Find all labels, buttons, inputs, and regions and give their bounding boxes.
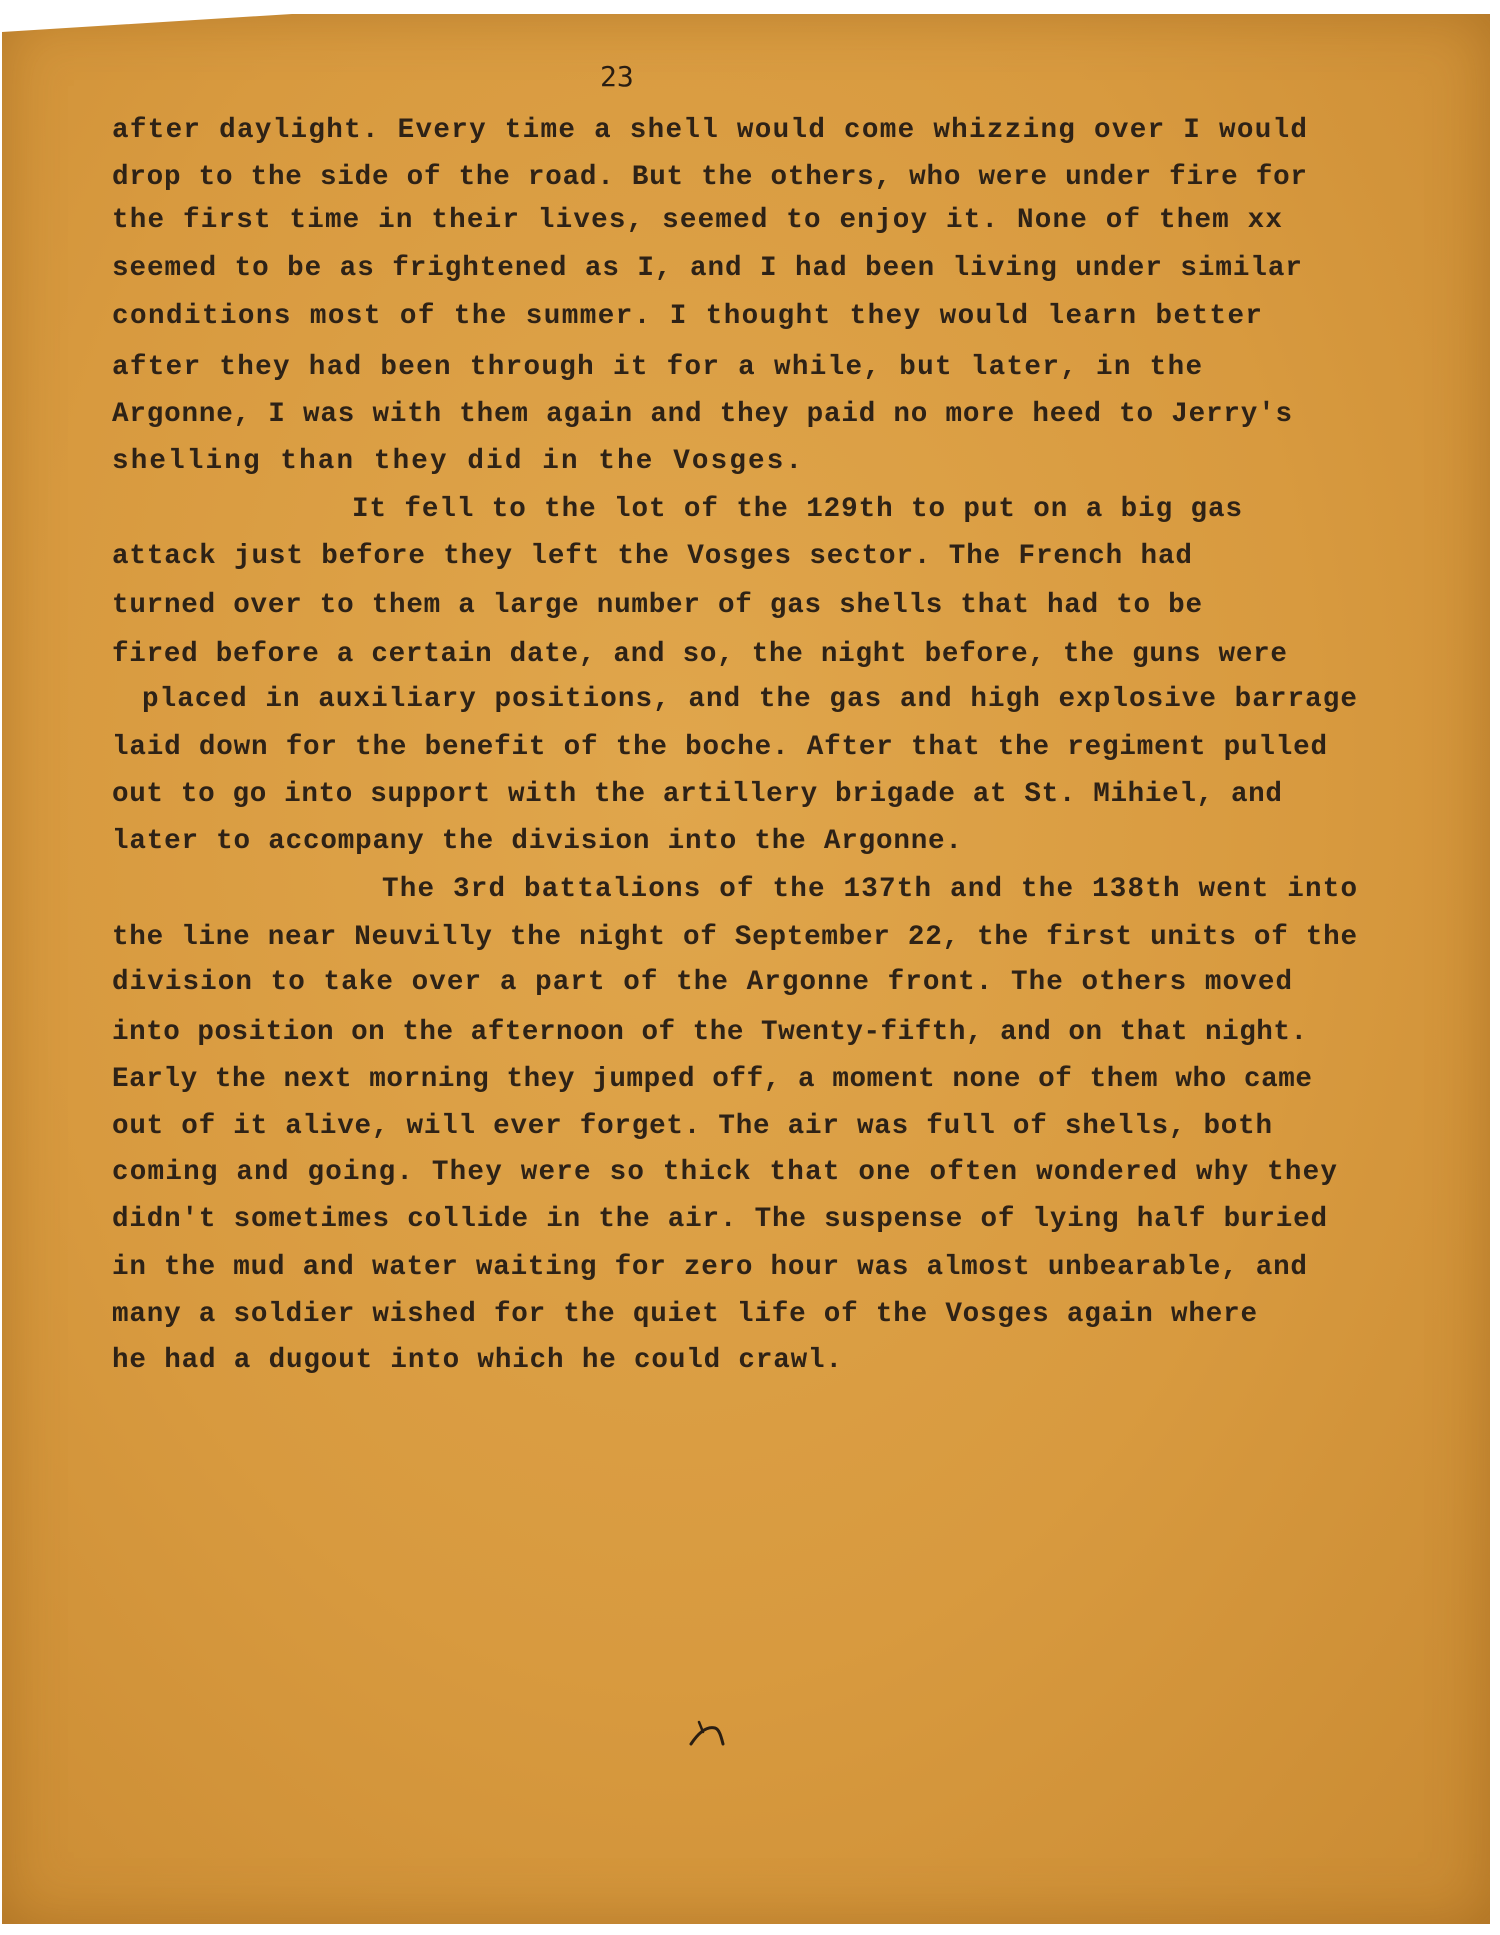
text-line-26: many a soldier wished for the quiet life of the Vosges again where xyxy=(112,1299,1258,1330)
text-line-25: in the mud and water waiting for zero hour was almost unbearable, and xyxy=(112,1252,1308,1283)
page-number: 23 xyxy=(600,60,634,93)
text-line-27: he had a dugout into which he could crawl. xyxy=(112,1345,843,1376)
text-line-1: after daylight. Every time a shell would come whizzing over I would xyxy=(112,115,1309,146)
text-line-21: Early the next morning they jumped off, a moment none of them who came xyxy=(112,1064,1313,1095)
text-line-14: laid down for the benefit of the boche. After that the regiment pulled xyxy=(112,732,1328,763)
text-line-8: shelling than they did in the Vosges. xyxy=(112,446,805,477)
text-line-20: into position on the afternoon of the Twenty-fifth, and on that night. xyxy=(112,1017,1308,1048)
text-line-9: It fell to the lot of the 129th to put on a big gas xyxy=(352,494,1243,525)
text-line-11: turned over to them a large number of gas shells that had to be xyxy=(112,590,1203,621)
text-line-15: out to go into support with the artillery brigade at St. Mihiel, and xyxy=(112,779,1283,810)
text-line-7: Argonne, I was with them again and they paid no more heed to Jerry's xyxy=(112,399,1293,430)
text-line-18: the line near Neuvilly the night of September 22, the first units of the xyxy=(112,922,1358,953)
text-line-16: later to accompany the division into the Argonne. xyxy=(112,826,963,857)
text-line-3: the first time in their lives, seemed to enjoy it. None of them xx xyxy=(112,205,1284,236)
text-line-12: fired before a certain date, and so, the night before, the guns were xyxy=(112,639,1288,670)
text-line-4: seemed to be as frightened as I, and I had been living under similar xyxy=(112,253,1303,284)
text-line-2: drop to the side of the road. But the others, who were under fire for xyxy=(112,162,1308,193)
pencil-mark xyxy=(689,1714,729,1754)
text-line-5: conditions most of the summer. I thought they would learn better xyxy=(112,301,1264,332)
text-line-24: didn't sometimes collide in the air. The suspense of lying half buried xyxy=(112,1204,1328,1235)
text-line-10: attack just before they left the Vosges sector. The French had xyxy=(112,541,1193,572)
text-line-6: after they had been through it for a while, but later, in the xyxy=(112,352,1204,383)
text-line-23: coming and going. They were so thick that one often wondered why they xyxy=(112,1157,1339,1188)
text-line-17: The 3rd battalions of the 137th and the 138th went into xyxy=(382,874,1359,905)
text-line-13: placed in auxiliary positions, and the gas and high explosive barrage xyxy=(142,684,1359,715)
torn-corner xyxy=(2,14,292,32)
text-line-22: out of it alive, will ever forget. The air was full of shells, both xyxy=(112,1111,1273,1142)
text-line-19: division to take over a part of the Argonne front. The others moved xyxy=(112,967,1294,998)
typewritten-page xyxy=(2,14,1490,1924)
